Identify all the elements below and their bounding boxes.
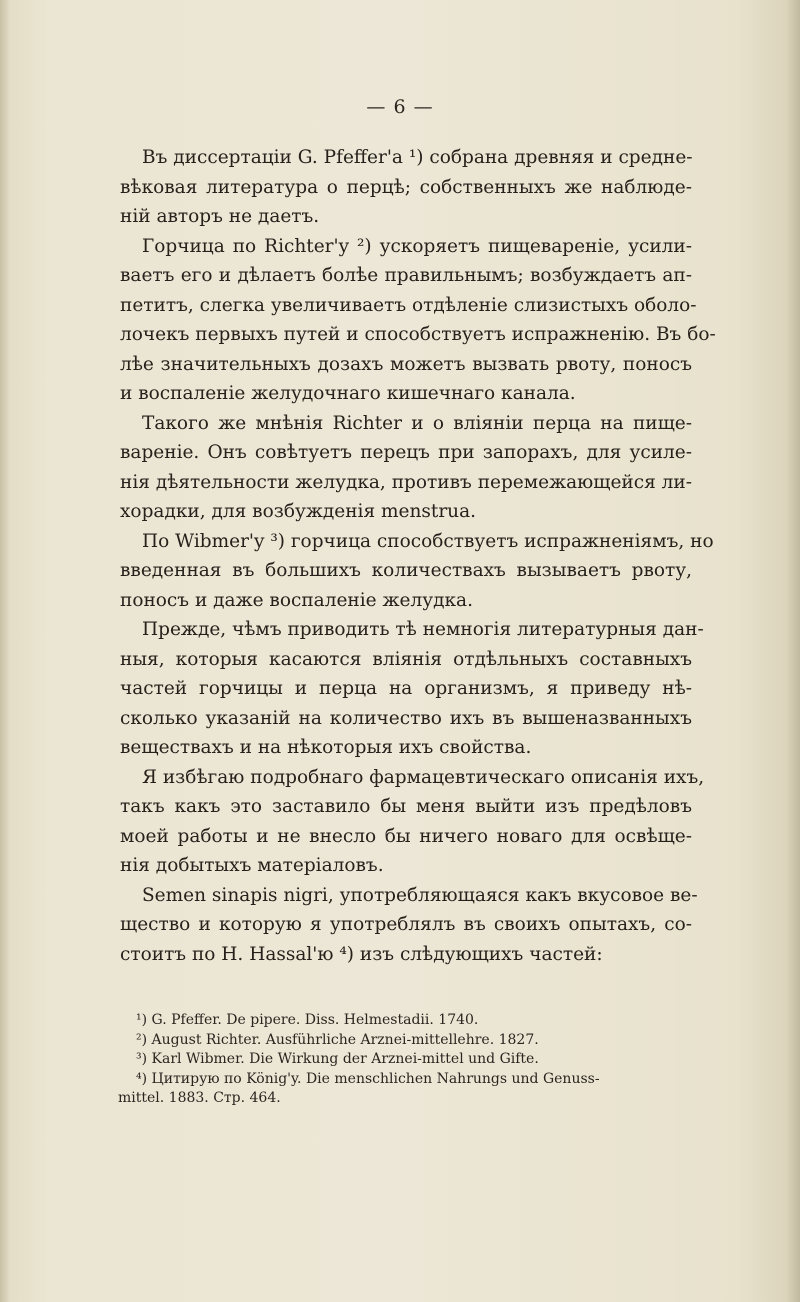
footnote: ¹) G. Pfeffer. De pipere. Diss. Helmestadii. 1740. — [136, 1012, 479, 1028]
paragraph — [120, 409, 692, 527]
text-line: лочекъ первыхъ путей и способствуетъ испражненію. Въ бо- — [120, 324, 716, 345]
text-line: стоитъ по H. Hassal'ю ⁴) изъ слѣдующихъ частей: — [120, 943, 603, 965]
text-line: Горчица по Richter'y ²) ускоряетъ пищевареніе, усили- — [142, 235, 692, 257]
text-line: частей горчицы и перца на организмъ, я приведу нѣ- — [120, 678, 692, 699]
text-line: введенная въ большихъ количествахъ вызываетъ рвоту, — [120, 560, 692, 581]
text-line: нія дѣятельности желудка, противъ перемежающейся ли- — [120, 471, 692, 493]
text-line: лѣе значительныхъ дозахъ можетъ вызвать рвоту, поносъ — [120, 353, 692, 375]
text-line: ній авторъ не даетъ. — [120, 206, 320, 227]
text-line: поносъ и даже воспаленіе желудка. — [120, 589, 473, 611]
text-line: веществахъ и на нѣкоторыя ихъ свойства. — [120, 737, 532, 758]
text-line: моей работы и не внесло бы ничего новаго для освѣще- — [120, 825, 692, 847]
text-line: и воспаленіе желудочнаго кишечнаго канала. — [120, 383, 576, 404]
text-line: сколько указаній на количество ихъ въ вышеназванныхъ — [120, 707, 692, 729]
text-line: ныя, которыя касаются вліянія отдѣльныхъ составныхъ — [120, 648, 692, 670]
footnotes — [118, 1011, 696, 1109]
body-text — [120, 143, 716, 969]
paragraph — [120, 881, 698, 970]
text-line: По Wibmer'y ³) горчица способствуетъ испражненіямъ, но — [142, 530, 714, 552]
footnote-continuation: mittel. 1883. Стр. 464. — [118, 1090, 281, 1106]
text-line: хорадки, для возбужденія menstrua. — [120, 501, 477, 522]
page-number: — 6 — — [366, 96, 434, 118]
text-line: такъ какъ это заставило бы меня выйти изъ предѣловъ — [120, 796, 692, 817]
footnote: ²) August Richter. Ausführliche Arznei-mittellehre. 1827. — [136, 1031, 539, 1048]
text-line: Въ диссертаціи G. Pfeffer'a ¹) собрана древняя и средне- — [142, 147, 693, 168]
paragraph — [120, 527, 714, 616]
footnote: ⁴) Цитирую по König'y. Die menschlichen Nahrungs und Genuss- — [136, 1070, 600, 1087]
text-line: ваетъ его и дѣлаетъ болѣе правильнымъ; возбуждаетъ ап- — [120, 265, 692, 286]
text-line: вѣковая литература о перцѣ; собственныхъ же наблюде- — [120, 176, 692, 198]
text-line: нія добытыхъ матеріаловъ. — [120, 855, 384, 876]
text-line: Такого же мнѣнія Richter и о вліяніи перца на пище- — [142, 412, 692, 434]
paragraph — [120, 763, 705, 881]
text-line: щество и которую я употреблялъ въ своихъ опытахъ, со- — [120, 914, 692, 935]
text-line: петитъ, слегка увеличиваетъ отдѣленіе слизистыхъ оболо- — [120, 294, 697, 316]
text-line: Semen sinapis nigri, употребляющаяся какъ вкусовое ве- — [142, 884, 698, 906]
paragraph — [120, 615, 704, 763]
page-edge-shadow-left — [0, 0, 10, 1302]
text-line: Я избѣгаю подробнаго фармацевтическаго описанія ихъ, — [142, 766, 705, 788]
paragraph — [120, 143, 692, 232]
text-line: Прежде, чѣмъ приводить тѣ немногія литературныя дан- — [142, 619, 704, 640]
text-line: вареніе. Онъ совѣтуетъ перецъ при запорахъ, для усиле- — [120, 442, 692, 463]
paragraph — [120, 232, 716, 409]
footnote: ³) Karl Wibmer. Die Wirkung der Arznei-mittel und Gifte. — [136, 1051, 539, 1067]
page-edge-shadow-right — [786, 0, 800, 1302]
